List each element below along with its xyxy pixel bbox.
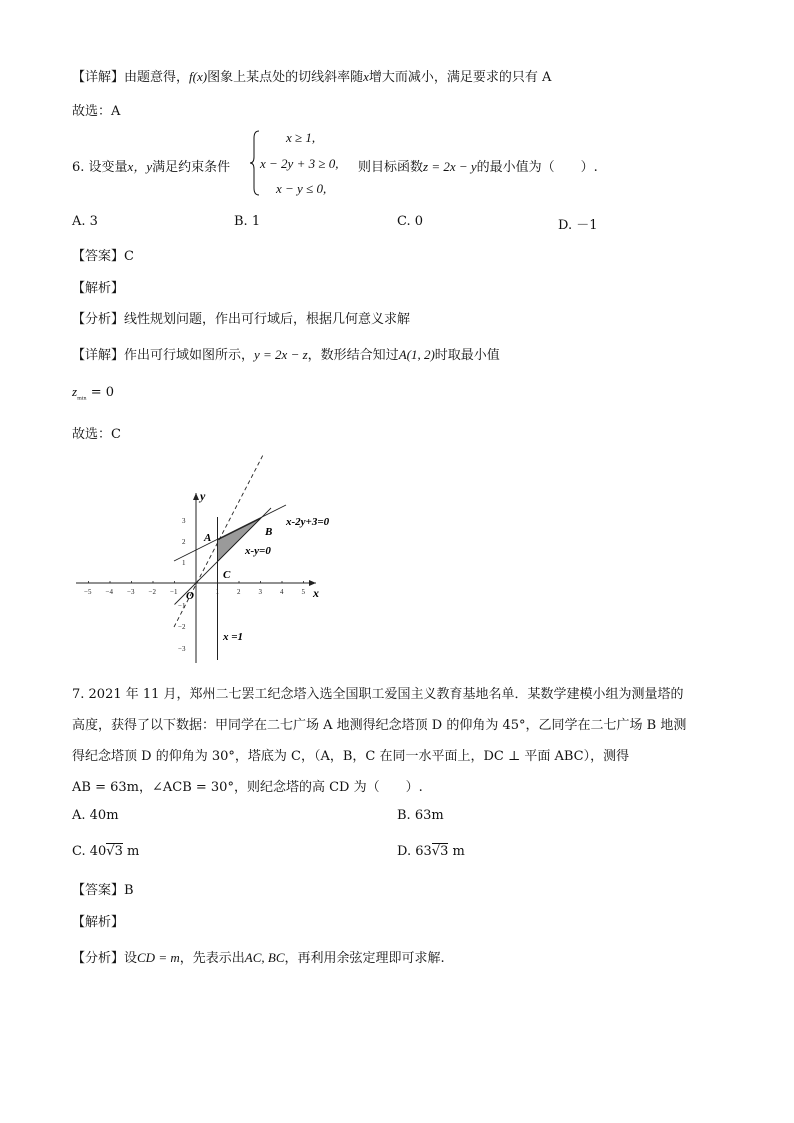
q6-answer: 【答案】C (72, 249, 134, 264)
y-axis-label: y (200, 489, 206, 503)
q7-line-1: 7. 2021 年 11 月，郑州二七罢工纪念塔入选全国职工爱国主义教育基地名单．某数学建模小组为测量塔的 (72, 687, 684, 702)
q7-line-2: 高度，获得了以下数据：甲同学在二七广场 A 地测得纪念塔顶 D 的仰角为 45°，乙同学在二七广场 B 地测 (72, 718, 687, 733)
q7-option-d: D. 63√3 m (397, 844, 465, 859)
line2-label: x-y=0 (245, 545, 271, 557)
line1-label: x-2y+3=0 (286, 516, 330, 528)
q6-option-b: B. 1 (234, 214, 261, 229)
feasible-region-graph (76, 455, 366, 665)
x-tick: −5 (84, 588, 92, 596)
q7-analysis: 【解析】 (72, 915, 125, 930)
line3-label: x =1 (223, 631, 244, 643)
origin-label: O (186, 590, 194, 602)
q7-line-4: AB = 63m，∠ACB = 30°，则纪念塔的高 CD 为（ ）. (72, 780, 423, 795)
x-tick: 3 (258, 588, 262, 596)
q5-choose: 故选：A (72, 104, 121, 119)
point-a-label: A (204, 532, 212, 544)
x-tick: 2 (237, 588, 241, 596)
q7-answer: 【答案】B (72, 883, 134, 898)
q7-option-a: A. 40m (72, 808, 119, 823)
q6-option-c: C. 0 (397, 214, 424, 229)
x-axis-label: x (313, 586, 319, 600)
y-tick: 1 (182, 559, 186, 567)
y-tick: −3 (178, 645, 186, 653)
point-c-label: C (223, 569, 231, 581)
q6-analysis: 【解析】 (72, 281, 125, 296)
q6-fenxi: 【分析】线性规划问题，作出可行域后，根据几何意义求解 (72, 312, 411, 327)
x-tick: 5 (301, 588, 305, 596)
constraint-3: x − y ≤ 0, (276, 181, 327, 196)
q6-zmin: $z_{min} = 0$ (72, 384, 115, 402)
q7-option-c: C. 40√3 m (72, 844, 140, 859)
q7-fenxi: 【分析】设CD = m，先表示出AC, BC，再利用余弦定理即可求解. (72, 950, 445, 966)
y-tick: −2 (178, 623, 186, 631)
constraint-1: x ≥ 1, (286, 130, 316, 145)
q6-option-a: A. 3 (72, 214, 98, 229)
q7-option-b: B. 63m (397, 808, 444, 823)
y-tick: −1 (178, 602, 186, 610)
q7-line-3: 得纪念塔顶 D 的仰角为 30°，塔底为 C，（A，B，C 在同一水平面上，DC ⊥ 平面 ABC），测得 (72, 749, 630, 764)
x-tick: 1 (215, 588, 219, 596)
y-axis-arrow (193, 493, 199, 500)
q6-stem-left: 6. 设变量x，y满足约束条件 (72, 159, 231, 175)
y-tick: 2 (182, 538, 186, 546)
constraint-2: x − 2y + 3 ≥ 0, (260, 156, 339, 171)
x-tick: −1 (170, 588, 178, 596)
q6-option-d: D. －1 (558, 218, 598, 233)
point-b-label: B (265, 526, 273, 538)
q6-stem-right: 则目标函数z = 2x − y的最小值为（ ）. (358, 159, 598, 175)
q5-detail: 【详解】由题意得，f(x)图象上某点处的切线斜率随x增大而减小，满足要求的只有 A (72, 69, 552, 85)
detail-tag: 【详解】 (72, 70, 125, 85)
x-tick: −3 (127, 588, 135, 596)
constraint-brace (250, 130, 260, 196)
q6-choose: 故选：C (72, 427, 121, 442)
x-tick: −4 (105, 588, 113, 596)
y-tick: 3 (182, 517, 186, 525)
x-tick: 4 (280, 588, 284, 596)
x-tick: −2 (148, 588, 156, 596)
q6-xiangjie: 【详解】作出可行域如图所示，y = 2x − z，数形结合知过A(1, 2)时取最小值 (72, 347, 500, 363)
